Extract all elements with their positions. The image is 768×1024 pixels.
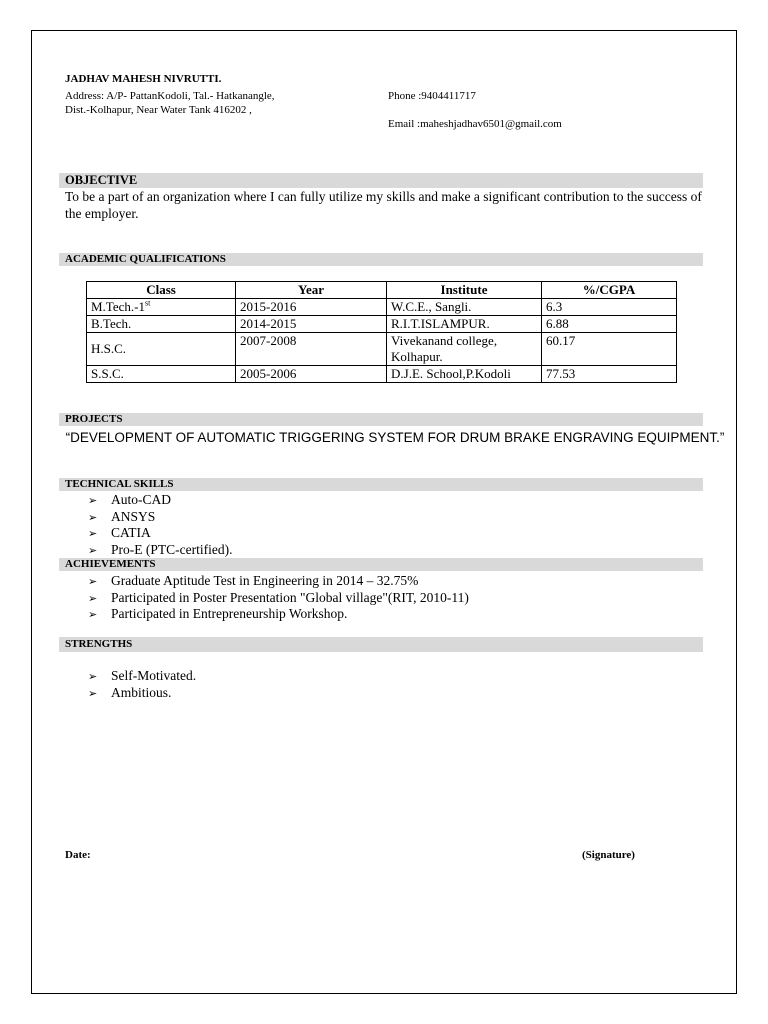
- class-cell: [87, 299, 236, 316]
- arrow-bullet-icon: ➢: [88, 543, 98, 557]
- technical-skills-list: [88, 492, 232, 558]
- objective-text: To be a part of an organization where I can fully utilize my skills and make a significant contribution to the success of the employer.: [65, 189, 702, 221]
- table-row: [87, 316, 677, 333]
- strength-text: Ambitious.: [111, 684, 172, 700]
- achievements-list: [88, 573, 469, 623]
- year-cell: 2015-2016: [236, 299, 387, 316]
- technical-skills-heading: TECHNICAL SKILLS: [59, 478, 703, 491]
- skill-text: CATIA: [111, 525, 151, 540]
- arrow-bullet-icon: ➢: [88, 510, 98, 524]
- class-value: M.Tech.-1: [91, 299, 145, 314]
- project-title: “DEVELOPMENT OF AUTOMATIC TRIGGERING SYSTEM FOR DRUM BRAKE ENGRAVING EQUIPMENT.”: [65, 430, 725, 445]
- address-line-2: Dist.-Kolhapur, Near Water Tank 416202 ,: [65, 104, 252, 116]
- arrow-bullet-icon: ➢: [88, 527, 98, 540]
- arrow-bullet-icon: ➢: [88, 670, 98, 683]
- achievements-heading: ACHIEVEMENTS: [59, 558, 703, 571]
- table-row: [87, 299, 677, 316]
- email-address: Email :maheshjadhav6501@gmail.com: [388, 118, 562, 130]
- column-header: Year: [236, 282, 387, 299]
- institute-cell: D.J.E. School,P.Kodoli: [387, 366, 542, 383]
- date-label: Date:: [65, 849, 91, 861]
- arrow-bullet-icon: ➢: [88, 608, 98, 621]
- score-cell: 77.53: [542, 366, 677, 383]
- column-header: Class: [87, 282, 236, 299]
- achievement-text: Participated in Entrepreneurship Workshop.: [111, 606, 348, 621]
- list-item: [88, 668, 196, 685]
- list-item: [88, 492, 232, 509]
- strengths-list: [88, 668, 196, 701]
- class-cell: H.S.C.: [87, 333, 236, 366]
- table-row: [87, 366, 677, 383]
- skill-text: ANSYS: [111, 508, 156, 524]
- score-cell: 60.17: [542, 333, 677, 366]
- academic-heading: ACADEMIC QUALIFICATIONS: [59, 253, 703, 266]
- list-item: [88, 590, 469, 607]
- institute-cell: W.C.E., Sangli.: [387, 299, 542, 316]
- arrow-bullet-icon: ➢: [88, 575, 98, 588]
- list-item: [88, 525, 232, 542]
- class-cell: B.Tech.: [87, 316, 236, 333]
- list-item: [88, 606, 469, 623]
- list-item: [88, 542, 232, 559]
- strengths-heading: STRENGTHS: [59, 637, 703, 652]
- column-header: Institute: [387, 282, 542, 299]
- projects-heading: PROJECTS: [59, 413, 703, 426]
- institute-cell: Vivekanand college, Kolhapur.: [387, 333, 542, 366]
- list-item: [88, 573, 469, 590]
- list-item: [88, 509, 232, 526]
- skill-text: Pro-E (PTC-certified).: [111, 541, 233, 557]
- academic-table: [86, 281, 677, 383]
- skill-text: Auto-CAD: [111, 492, 171, 507]
- strength-text: Self-Motivated.: [111, 668, 197, 683]
- arrow-bullet-icon: ➢: [88, 494, 98, 507]
- table-row: [87, 333, 677, 366]
- class-cell: S.S.C.: [87, 366, 236, 383]
- year-cell: 2005-2006: [236, 366, 387, 383]
- phone-number: Phone :9404411717: [388, 90, 476, 102]
- column-header: %/CGPA: [542, 282, 677, 299]
- list-item: [88, 685, 196, 702]
- objective-heading: OBJECTIVE: [59, 173, 703, 188]
- score-cell: 6.88: [542, 316, 677, 333]
- achievement-text: Graduate Aptitude Test in Engineering in 2014 – 32.75%: [111, 573, 419, 588]
- arrow-bullet-icon: ➢: [88, 591, 98, 605]
- applicant-name: JADHAV MAHESH NIVRUTTI.: [65, 73, 222, 85]
- table-header-row: [87, 282, 677, 299]
- signature-label: (Signature): [582, 849, 635, 861]
- achievement-text: Participated in Poster Presentation "Global village"(RIT, 2010-11): [111, 589, 469, 605]
- arrow-bullet-icon: ➢: [88, 686, 98, 700]
- class-superscript: st: [144, 298, 151, 308]
- year-cell: 2014-2015: [236, 316, 387, 333]
- score-cell: 6.3: [542, 299, 677, 316]
- institute-cell: R.I.T.ISLAMPUR.: [387, 316, 542, 333]
- year-cell: 2007-2008: [236, 333, 387, 366]
- address-line-1: Address: A/P- PattanKodoli, Tal.- Hatkanangle,: [65, 90, 275, 102]
